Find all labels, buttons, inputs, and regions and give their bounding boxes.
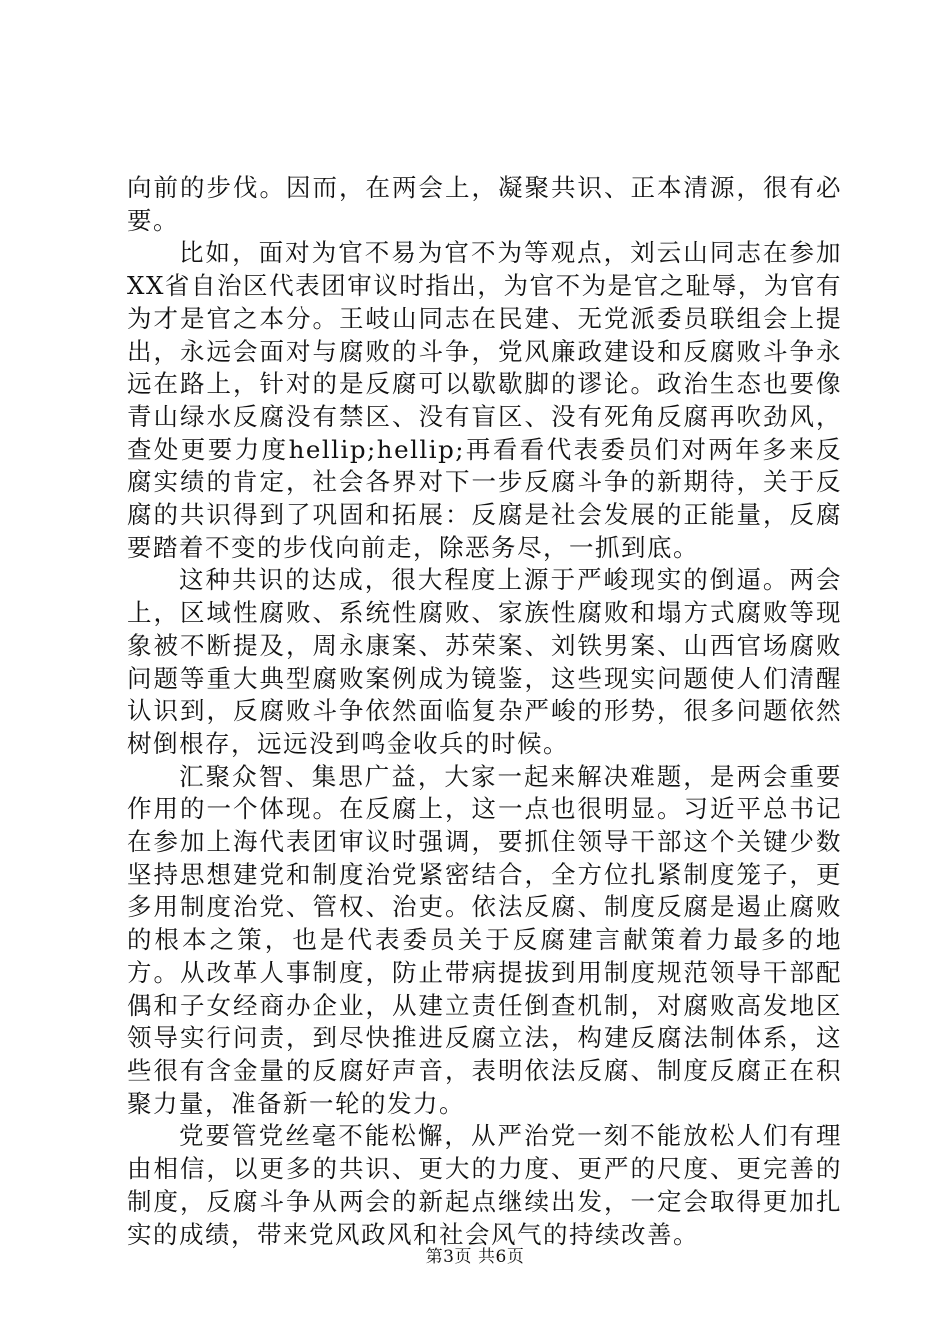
page-number: 第3页 bbox=[425, 1247, 472, 1267]
paragraph-1: 向前的步伐。因而，在两会上，凝聚共识、正本清源，很有必要。 bbox=[127, 173, 842, 235]
paragraph-3: 这种共识的达成，很大程度上源于严峻现实的倒逼。两会上，区域性腐败、系统性腐败、家族性腐败和塌方式腐败等现象被不断提及，周永康案、苏荣案、刘铁男案、山西官场腐败问题等重大典型腐败案例成为镜鉴，这些现实问题使人们清醒认识到，反腐败斗争依然面临复杂严峻的形势，很多问题依然树倒根存，远远没到鸣金收兵的时候。 bbox=[127, 565, 842, 758]
document-body bbox=[127, 172, 842, 1251]
page-total: 共6页 bbox=[478, 1247, 525, 1267]
paragraph-5: 党要管党丝毫不能松懈，从严治党一刻不能放松人们有理由相信，以更多的共识、更大的力度、更严的尺度、更完善的制度，反腐斗争从两会的新起点继续出发，一定会取得更加扎实的成绩，带来党风政风和社会风气的持续改善。 bbox=[127, 1121, 842, 1249]
paragraph-2: 比如，面对为官不易为官不为等观点，刘云山同志在参加XX省自治区代表团审议时指出，为官不为是官之耻辱，为官有为才是官之本分。王岐山同志在民建、无党派委员联组会上提出，永远会面对与腐败的斗争，党风廉政建设和反腐败斗争永远在路上，针对的是反腐可以歇歇脚的谬论。政治生态也要像青山绿水反腐没有禁区、没有盲区、没有死角反腐再吹劲风，查处更要力度hellip;hellip;再看看代表委员们对两年多来反腐实绩的肯定，社会各界对下一步反腐斗争的新期待，关于反腐的共识得到了巩固和拓展：反腐是社会发展的正能量，反腐要踏着不变的步伐向前走，除恶务尽，一抓到底。 bbox=[127, 238, 842, 562]
page-footer bbox=[0, 1246, 950, 1268]
paragraph-4: 汇聚众智、集思广益，大家一起来解决难题，是两会重要作用的一个体现。在反腐上，这一点也很明显。习近平总书记在参加上海代表团审议时强调，要抓住领导干部这个关键少数坚持思想建党和制度治党紧密结合，全方位扎紧制度笼子，更多用制度治党、管权、治吏。依法反腐、制度反腐是遏止腐败的根本之策，也是代表委员关于反腐建言献策着力最多的地方。从改革人事制度，防止带病提拔到用制度规范领导干部配偶和子女经商办企业，从建立责任倒查机制，对腐败高发地区领导实行问责，到尽快推进反腐立法，构建反腐法制体系，这些很有含金量的反腐好声音，表明依法反腐、制度反腐正在积聚力量，准备新一轮的发力。 bbox=[127, 761, 842, 1118]
